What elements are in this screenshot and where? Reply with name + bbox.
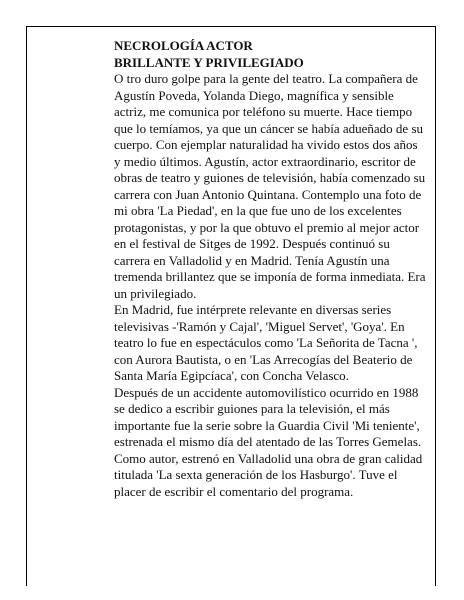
article-paragraph: Como autor, estrenó en Valladolid una obra de gran calidad titulada 'La sexta generación de los Hasburgo'. Tuve el placer de escribir el comentario del programa.: [114, 450, 423, 499]
article-title: NECROLOGÍA ACTOR: [114, 38, 253, 53]
article-paragraph: O tro duro golpe para la gente del teatro. La compañera de Agustín Poveda, Yolanda Diego, magnífica y sensible actriz, me comunica por teléfono su muerte. Hace tiempo que lo temíamos, ya que un cáncer se había adueñado de su cuerpo. Con ejemplar naturalidad ha vivido estos dos años y medio últimos. Agustín, actor extraordinario, escritor de obras de teatro y guiones de televisión, había comenzado su carrera con Juan Antonio Quintana. Contemplo una foto de mi obra 'La Piedad', en la que fue uno de los excelentes protagonistas, y por la que obtuvo el premio al mejor actor en el festival de Sitges de 1992. Después continuó su carrera en Valladolid y en Madrid. Tenía Agustín una tremenda brillantez que se imponía de forma inmediata. Era un privilegiado.: [114, 71, 426, 301]
article: [114, 38, 426, 500]
article-subtitle: BRILLANTE Y PRIVILEGIADO: [114, 54, 304, 70]
article-paragraph: En Madrid, fue intérprete relevante en diversas series televisivas -'Ramón y Cajal', 'Miguel Servet', 'Goya'. En teatro lo fue en espectáculos como 'La Señorita de Tacna ', con Aurora Bautista, o en 'Las Arrecogías del Beaterio de Santa María Egipcíaca', con Concha Velasco.: [114, 302, 418, 383]
article-paragraph: Después de un accidente automovilístico ocurrido en 1988 se dedico a escribir guiones para la televisión, el más importante fue la serie sobre la Guardia Civil 'Mi teniente', estrenada el mismo día del atentado de las Torres Gemelas.: [114, 384, 422, 449]
